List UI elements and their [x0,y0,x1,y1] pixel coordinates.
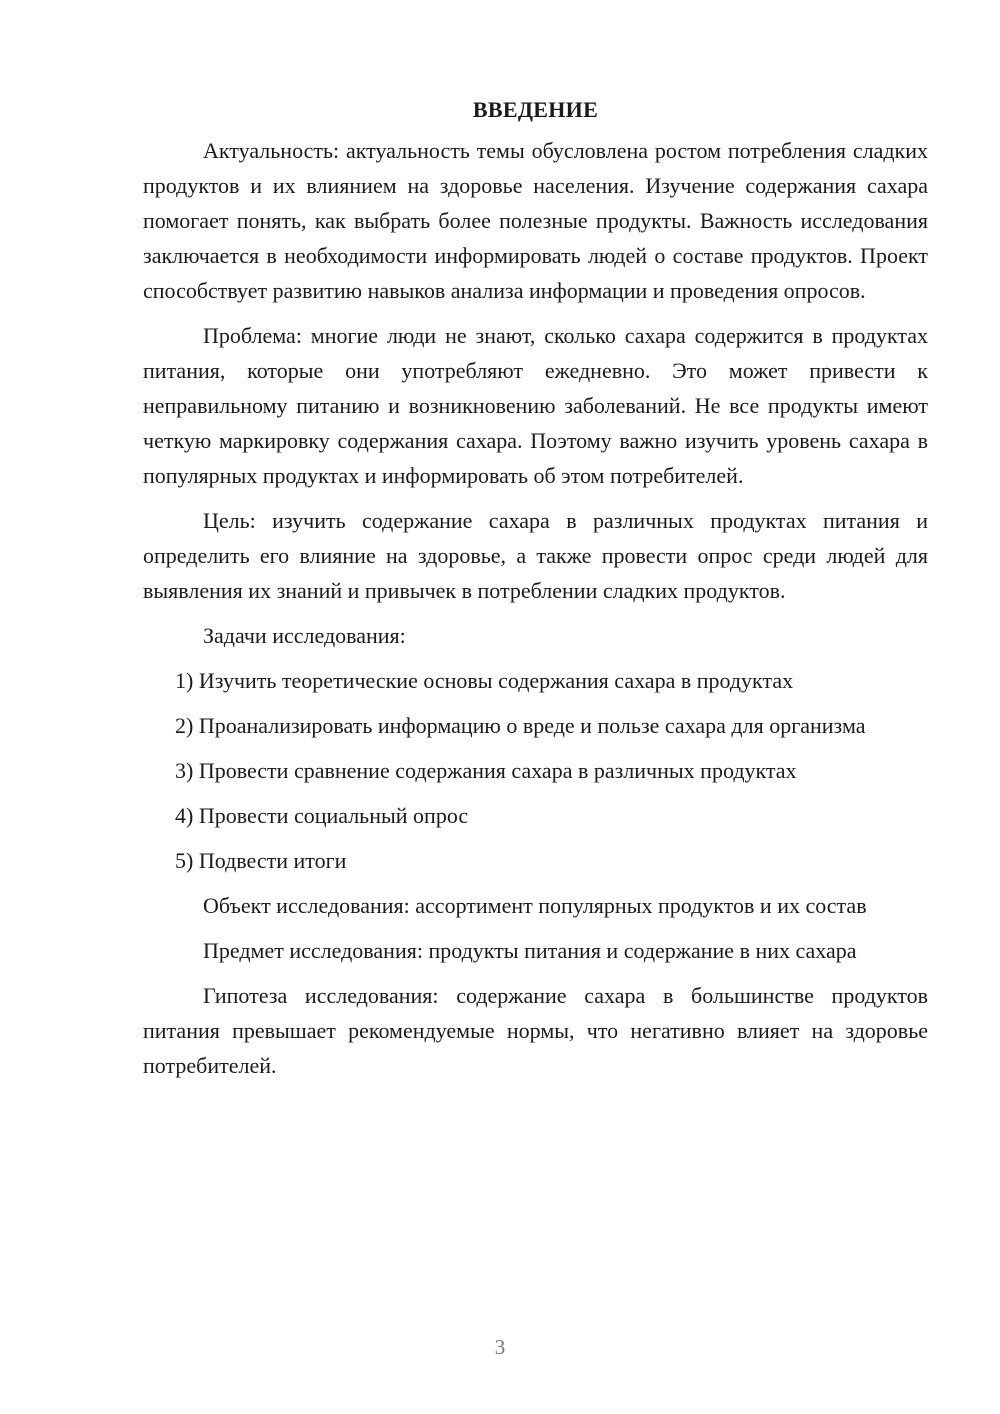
page-number: 3 [494,1335,506,1359]
task-item: 2) Проанализировать информацию о вреде и пользе сахара для организма [175,713,866,738]
paragraph-hypothesis: Гипотеза исследования: содержание сахара в большинстве продуктов питания превышает рекомендуемые нормы, что негативно влияет на здоровье потребителей. [143,983,928,1078]
paragraph-relevance: Актуальность: актуальность темы обусловлена ростом потребления сладких продуктов и их влиянием на здоровье населения. Изучение содержания сахара помогает понять, как выбрать более полезные продукты. Важность исследования заключается в необходимости информировать людей о составе продуктов. Проект способствует развитию навыков анализа информации и проведения опросов. [143,138,928,303]
task-item: 3) Провести сравнение содержания сахара в различных продуктах [175,758,797,783]
task-item: 5) Подвести итоги [175,848,347,873]
task-item: 1) Изучить теоретические основы содержания сахара в продуктах [175,668,794,693]
task-item: 4) Провести социальный опрос [175,803,469,828]
document-page [143,92,928,1093]
paragraph-subject: Предмет исследования: продукты питания и содержание в них сахара [203,938,857,963]
tasks-heading: Задачи исследования: [203,623,406,648]
paragraph-problem: Проблема: многие люди не знают, сколько сахара содержится в продуктах питания, которые они употребляют ежедневно. Это может привести к неправильному питанию и возникновению заболеваний. Не все продукты имеют четкую маркировку содержания сахара. Поэтому важно изучить уровень сахара в популярных продуктах и информировать об этом потребителей. [143,323,928,488]
paragraph-goal: Цель: изучить содержание сахара в различных продуктах питания и определить его влияние на здоровье, а также провести опрос среди людей для выявления их знаний и привычек в потреблении сладких продуктов. [143,508,928,603]
document-title: ВВЕДЕНИЕ [472,97,599,122]
paragraph-object: Объект исследования: ассортимент популярных продуктов и их состав [203,893,867,918]
